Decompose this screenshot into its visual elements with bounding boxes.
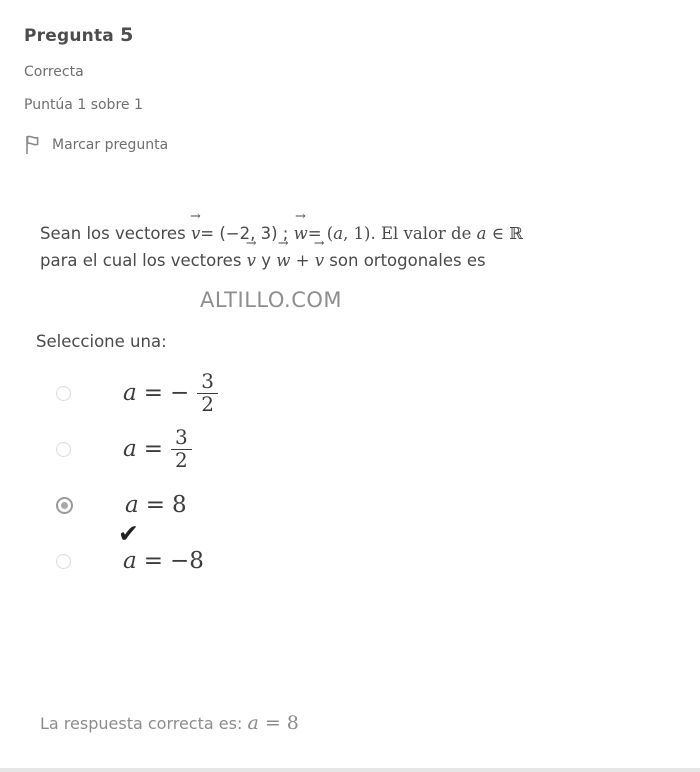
vector-w: w →: [276, 248, 290, 275]
option-radio-a[interactable]: [56, 386, 71, 401]
correct-answer-prefix: La respuesta correcta es:: [40, 714, 243, 733]
fraction: [171, 427, 192, 471]
question-state: Correcta: [24, 64, 84, 80]
option-value: 8: [172, 492, 187, 519]
fraction-numerator: 3: [201, 369, 215, 394]
correct-check-icon: ✔: [118, 519, 139, 549]
watermark: ALTILLO.COM: [200, 288, 343, 313]
question-line-2: [40, 248, 676, 275]
vector-v: v →: [191, 221, 200, 248]
fraction-denominator: 2: [171, 449, 192, 472]
option-row[interactable]: [56, 365, 676, 421]
answer-value: 8: [286, 712, 299, 734]
equals-sign: =: [143, 380, 163, 407]
text-fragment: = (: [307, 224, 334, 243]
text-fragment: , 1). El valor de: [343, 224, 472, 243]
option-row[interactable]: [56, 421, 676, 477]
equals-sign: =: [264, 712, 281, 734]
vector-v: v →: [247, 248, 256, 275]
variable-a: a: [333, 224, 344, 243]
question-text: [40, 221, 676, 274]
option-label-c: [125, 492, 187, 518]
option-radio-b[interactable]: [56, 442, 71, 457]
flag-question-control[interactable]: [24, 135, 676, 155]
minus-sign: −: [170, 380, 190, 407]
fraction-numerator: 3: [175, 425, 188, 450]
fraction: [197, 371, 218, 415]
option-lhs: a: [123, 380, 137, 407]
text-fragment: Sean los vectores: [40, 224, 186, 243]
reals-symbol: ℝ: [509, 224, 523, 243]
page-title: [24, 24, 676, 46]
vector-w: w →: [294, 221, 308, 248]
option-radio-c[interactable]: [56, 497, 73, 514]
option-label-a: [123, 371, 218, 415]
equals-sign: =: [143, 548, 163, 575]
bottom-divider: [0, 768, 700, 772]
option-label-b: [123, 427, 192, 471]
question-line-1: [40, 221, 676, 248]
text-fragment: = (−2, 3) ;: [200, 224, 289, 243]
select-one-label: Seleccione una:: [36, 332, 167, 352]
text-fragment: son ortogonales es: [329, 250, 486, 270]
question-number: 5: [120, 24, 134, 46]
text-fragment: y: [261, 250, 272, 270]
option-label-d: [123, 548, 204, 574]
fraction-denominator: 2: [197, 393, 218, 416]
equals-sign: =: [145, 492, 165, 519]
option-radio-d[interactable]: [56, 554, 71, 569]
option-lhs: a: [125, 492, 139, 519]
question-marks: Puntúa 1 sobre 1: [24, 97, 143, 113]
flag-question-label: Marcar pregunta: [52, 137, 169, 153]
flag-icon: [24, 135, 42, 155]
option-value: −8: [170, 548, 204, 575]
correct-answer-feedback: [40, 712, 299, 734]
option-lhs: a: [123, 548, 137, 575]
equals-sign: =: [143, 436, 163, 463]
option-row[interactable]: [56, 533, 676, 589]
answer-lhs: a: [247, 712, 259, 734]
correct-answer-math: [247, 712, 298, 734]
element-of-symbol: ∈: [491, 224, 504, 243]
variable-a: a: [476, 224, 487, 243]
vector-v: v →: [315, 248, 324, 275]
option-lhs: a: [123, 436, 137, 463]
answer-options: [56, 365, 676, 589]
option-row-selected[interactable]: [56, 477, 676, 549]
text-fragment: para el cual los vectores: [40, 250, 242, 270]
question-label: Pregunta: [24, 26, 114, 46]
plus-symbol: +: [295, 250, 310, 270]
